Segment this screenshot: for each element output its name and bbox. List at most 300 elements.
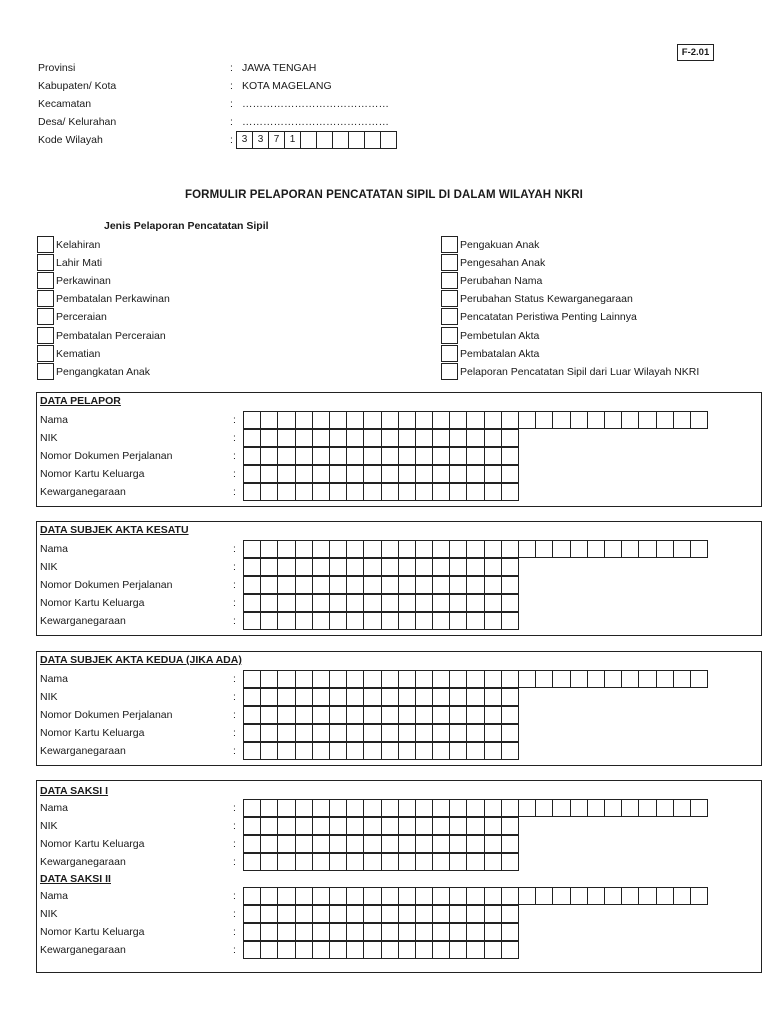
char-box[interactable] [329,799,347,817]
char-box[interactable] [312,447,330,465]
char-box[interactable] [656,411,674,429]
char-box[interactable] [329,558,347,576]
char-box[interactable] [673,670,691,688]
char-box[interactable] [398,411,416,429]
char-box[interactable] [363,576,381,594]
char-box[interactable] [501,706,519,724]
char-box[interactable] [518,670,536,688]
char-box[interactable] [501,887,519,905]
char-box[interactable] [312,799,330,817]
char-box[interactable] [415,905,433,923]
char-box[interactable] [363,941,381,959]
char-box[interactable] [501,905,519,923]
char-box[interactable] [415,612,433,630]
char-box[interactable] [329,724,347,742]
kode-digit-box[interactable] [300,131,317,149]
checkbox[interactable] [441,254,458,271]
char-box[interactable] [277,706,295,724]
char-box[interactable] [295,411,313,429]
char-box[interactable] [484,540,502,558]
char-box[interactable] [295,429,313,447]
char-box[interactable] [415,853,433,871]
char-box[interactable] [346,835,364,853]
char-box[interactable] [381,817,399,835]
jenis-option[interactable] [37,308,357,326]
char-box[interactable] [346,411,364,429]
char-box[interactable] [260,447,278,465]
char-box[interactable] [363,411,381,429]
char-box[interactable] [381,799,399,817]
char-box[interactable] [243,799,261,817]
char-box[interactable] [295,670,313,688]
char-box[interactable] [415,799,433,817]
char-box[interactable] [466,835,484,853]
char-box[interactable] [449,540,467,558]
char-box[interactable] [673,887,691,905]
char-box[interactable] [398,835,416,853]
char-box[interactable] [295,724,313,742]
jenis-option[interactable] [441,272,761,290]
char-box[interactable] [432,594,450,612]
char-box[interactable] [415,742,433,760]
char-box[interactable] [484,941,502,959]
char-box[interactable] [260,540,278,558]
char-box[interactable] [260,817,278,835]
char-box[interactable] [260,724,278,742]
char-box[interactable] [312,612,330,630]
checkbox[interactable] [37,254,54,271]
char-box[interactable] [501,688,519,706]
char-box[interactable] [398,447,416,465]
char-box[interactable] [690,411,708,429]
char-box[interactable] [466,429,484,447]
char-box[interactable] [587,411,605,429]
jenis-option[interactable] [441,290,761,308]
char-box[interactable] [466,447,484,465]
char-box[interactable] [260,429,278,447]
char-box[interactable] [432,835,450,853]
char-box[interactable] [277,429,295,447]
char-box[interactable] [243,923,261,941]
char-box[interactable] [466,688,484,706]
char-box[interactable] [432,905,450,923]
char-box[interactable] [312,887,330,905]
char-box[interactable] [449,576,467,594]
char-box[interactable] [260,853,278,871]
char-box[interactable] [673,411,691,429]
char-box[interactable] [346,688,364,706]
char-box[interactable] [432,817,450,835]
char-box[interactable] [484,465,502,483]
char-box[interactable] [363,688,381,706]
checkbox[interactable] [441,272,458,289]
char-box[interactable] [243,835,261,853]
char-box[interactable] [484,558,502,576]
char-box[interactable] [260,594,278,612]
char-box[interactable] [501,670,519,688]
char-box[interactable] [398,594,416,612]
char-box[interactable] [277,688,295,706]
char-box[interactable] [621,799,639,817]
char-box[interactable] [346,429,364,447]
kode-digit-box[interactable] [316,131,333,149]
char-box[interactable] [312,483,330,501]
char-box[interactable] [484,817,502,835]
char-box[interactable] [398,706,416,724]
char-box[interactable] [501,941,519,959]
char-box[interactable] [363,817,381,835]
checkbox[interactable] [37,345,54,362]
checkbox[interactable] [37,363,54,380]
char-box[interactable] [432,799,450,817]
char-box[interactable] [295,447,313,465]
char-box[interactable] [638,887,656,905]
char-box[interactable] [346,576,364,594]
jenis-option[interactable] [441,363,761,381]
char-box[interactable] [295,835,313,853]
char-box[interactable] [243,688,261,706]
char-box[interactable] [466,706,484,724]
char-box[interactable] [673,799,691,817]
char-box[interactable] [466,887,484,905]
char-box[interactable] [518,411,536,429]
char-box[interactable] [260,688,278,706]
char-box[interactable] [295,799,313,817]
checkbox[interactable] [441,236,458,253]
char-box[interactable] [381,835,399,853]
char-box[interactable] [621,887,639,905]
char-box[interactable] [363,612,381,630]
char-box[interactable] [260,612,278,630]
char-box[interactable] [501,853,519,871]
char-box[interactable] [329,688,347,706]
char-box[interactable] [466,411,484,429]
jenis-option[interactable] [441,345,761,363]
char-box[interactable] [587,799,605,817]
char-box[interactable] [363,887,381,905]
char-box[interactable] [432,483,450,501]
char-box[interactable] [363,558,381,576]
char-box[interactable] [501,447,519,465]
checkbox[interactable] [441,327,458,344]
char-box[interactable] [398,941,416,959]
char-box[interactable] [535,887,553,905]
char-box[interactable] [432,447,450,465]
char-box[interactable] [415,941,433,959]
char-box[interactable] [243,594,261,612]
char-box[interactable] [295,742,313,760]
char-box[interactable] [243,612,261,630]
char-box[interactable] [295,941,313,959]
char-box[interactable] [484,742,502,760]
char-box[interactable] [501,411,519,429]
char-box[interactable] [604,411,622,429]
jenis-option[interactable] [441,308,761,326]
char-box[interactable] [415,411,433,429]
char-box[interactable] [466,483,484,501]
char-box[interactable] [415,706,433,724]
char-box[interactable] [295,923,313,941]
char-box[interactable] [621,540,639,558]
char-box[interactable] [621,670,639,688]
jenis-option[interactable] [37,272,357,290]
char-box[interactable] [432,576,450,594]
char-box[interactable] [260,742,278,760]
char-box[interactable] [329,612,347,630]
char-box[interactable] [363,447,381,465]
char-box[interactable] [466,923,484,941]
char-box[interactable] [604,887,622,905]
char-box[interactable] [363,799,381,817]
char-box[interactable] [346,558,364,576]
char-box[interactable] [277,742,295,760]
char-box[interactable] [381,483,399,501]
char-box[interactable] [312,835,330,853]
char-box[interactable] [398,576,416,594]
char-box[interactable] [243,724,261,742]
char-box[interactable] [329,411,347,429]
char-box[interactable] [243,941,261,959]
char-box[interactable] [381,447,399,465]
char-box[interactable] [346,887,364,905]
char-box[interactable] [329,905,347,923]
char-box[interactable] [381,742,399,760]
char-box[interactable] [346,540,364,558]
char-box[interactable] [449,724,467,742]
char-box[interactable] [466,540,484,558]
char-box[interactable] [398,887,416,905]
char-box[interactable] [449,923,467,941]
char-box[interactable] [449,817,467,835]
char-box[interactable] [449,594,467,612]
char-box[interactable] [690,670,708,688]
char-box[interactable] [398,483,416,501]
char-box[interactable] [363,540,381,558]
char-box[interactable] [501,594,519,612]
char-box[interactable] [260,923,278,941]
jenis-option[interactable] [37,363,357,381]
char-box[interactable] [277,558,295,576]
char-box[interactable] [260,706,278,724]
char-box[interactable] [260,887,278,905]
char-box[interactable] [552,411,570,429]
char-box[interactable] [381,612,399,630]
char-box[interactable] [484,411,502,429]
char-box[interactable] [312,724,330,742]
char-box[interactable] [638,670,656,688]
char-box[interactable] [501,465,519,483]
char-box[interactable] [243,905,261,923]
char-box[interactable] [432,558,450,576]
char-box[interactable] [381,905,399,923]
char-box[interactable] [570,799,588,817]
char-box[interactable] [449,742,467,760]
char-box[interactable] [690,540,708,558]
char-box[interactable] [466,670,484,688]
char-box[interactable] [243,540,261,558]
char-box[interactable] [690,887,708,905]
char-box[interactable] [363,923,381,941]
char-box[interactable] [260,905,278,923]
char-box[interactable] [484,576,502,594]
char-box[interactable] [329,540,347,558]
char-box[interactable] [312,817,330,835]
char-box[interactable] [449,941,467,959]
char-box[interactable] [432,706,450,724]
char-box[interactable] [329,706,347,724]
char-box[interactable] [381,558,399,576]
char-box[interactable] [398,688,416,706]
char-box[interactable] [501,576,519,594]
char-box[interactable] [484,447,502,465]
char-box[interactable] [466,853,484,871]
char-box[interactable] [484,594,502,612]
char-box[interactable] [295,817,313,835]
char-box[interactable] [277,817,295,835]
char-box[interactable] [432,724,450,742]
char-box[interactable] [501,835,519,853]
checkbox[interactable] [37,236,54,253]
char-box[interactable] [277,540,295,558]
char-box[interactable] [415,594,433,612]
kode-digit-box[interactable]: 3 [236,131,253,149]
char-box[interactable] [501,483,519,501]
char-box[interactable] [329,447,347,465]
char-box[interactable] [243,483,261,501]
jenis-option[interactable] [37,345,357,363]
char-box[interactable] [449,905,467,923]
jenis-option[interactable] [37,254,357,272]
char-box[interactable] [363,706,381,724]
char-box[interactable] [295,905,313,923]
char-box[interactable] [415,923,433,941]
char-box[interactable] [398,429,416,447]
char-box[interactable] [449,465,467,483]
char-box[interactable] [552,540,570,558]
jenis-option[interactable] [37,290,357,308]
char-box[interactable] [604,540,622,558]
char-box[interactable] [432,612,450,630]
char-box[interactable] [432,465,450,483]
char-box[interactable] [501,612,519,630]
char-box[interactable] [381,887,399,905]
checkbox[interactable] [37,327,54,344]
char-box[interactable] [638,799,656,817]
char-box[interactable] [484,688,502,706]
char-box[interactable] [449,612,467,630]
char-box[interactable] [363,905,381,923]
kode-digit-box[interactable] [332,131,349,149]
jenis-option[interactable] [441,327,761,345]
char-box[interactable] [363,853,381,871]
char-box[interactable] [449,706,467,724]
char-box[interactable] [277,447,295,465]
char-box[interactable] [363,670,381,688]
char-box[interactable] [312,905,330,923]
char-box[interactable] [346,941,364,959]
char-box[interactable] [501,429,519,447]
kode-digit-box[interactable]: 7 [268,131,285,149]
char-box[interactable] [466,905,484,923]
char-box[interactable] [449,799,467,817]
kode-digit-box[interactable]: 3 [252,131,269,149]
char-box[interactable] [501,558,519,576]
char-box[interactable] [381,670,399,688]
char-box[interactable] [432,853,450,871]
char-box[interactable] [638,411,656,429]
char-box[interactable] [346,706,364,724]
char-box[interactable] [295,706,313,724]
char-box[interactable] [432,429,450,447]
char-box[interactable] [260,411,278,429]
char-box[interactable] [690,799,708,817]
char-box[interactable] [381,465,399,483]
char-box[interactable] [415,887,433,905]
char-box[interactable] [398,923,416,941]
char-box[interactable] [449,483,467,501]
char-box[interactable] [277,853,295,871]
char-box[interactable] [432,688,450,706]
checkbox[interactable] [37,308,54,325]
char-box[interactable] [381,576,399,594]
char-box[interactable] [466,724,484,742]
char-box[interactable] [381,594,399,612]
char-box[interactable] [295,853,313,871]
checkbox[interactable] [441,345,458,362]
char-box[interactable] [381,706,399,724]
kode-digit-box[interactable] [348,131,365,149]
char-box[interactable] [398,558,416,576]
char-box[interactable] [329,742,347,760]
char-box[interactable] [552,887,570,905]
char-box[interactable] [295,688,313,706]
char-box[interactable] [363,742,381,760]
char-box[interactable] [277,923,295,941]
char-box[interactable] [295,558,313,576]
char-box[interactable] [398,817,416,835]
char-box[interactable] [604,670,622,688]
char-box[interactable] [656,670,674,688]
char-box[interactable] [277,612,295,630]
char-box[interactable] [656,540,674,558]
char-box[interactable] [295,594,313,612]
char-box[interactable] [432,411,450,429]
char-box[interactable] [260,483,278,501]
char-box[interactable] [466,576,484,594]
char-box[interactable] [501,923,519,941]
checkbox[interactable] [37,290,54,307]
char-box[interactable] [484,887,502,905]
char-box[interactable] [295,465,313,483]
char-box[interactable] [277,724,295,742]
char-box[interactable] [432,887,450,905]
char-box[interactable] [449,670,467,688]
char-box[interactable] [484,429,502,447]
char-box[interactable] [381,411,399,429]
char-box[interactable] [277,670,295,688]
char-box[interactable] [570,540,588,558]
kode-digit-box[interactable] [380,131,397,149]
char-box[interactable] [415,724,433,742]
char-box[interactable] [381,429,399,447]
char-box[interactable] [449,447,467,465]
char-box[interactable] [243,887,261,905]
char-box[interactable] [381,688,399,706]
char-box[interactable] [587,670,605,688]
char-box[interactable] [329,465,347,483]
char-box[interactable] [346,905,364,923]
char-box[interactable] [518,799,536,817]
